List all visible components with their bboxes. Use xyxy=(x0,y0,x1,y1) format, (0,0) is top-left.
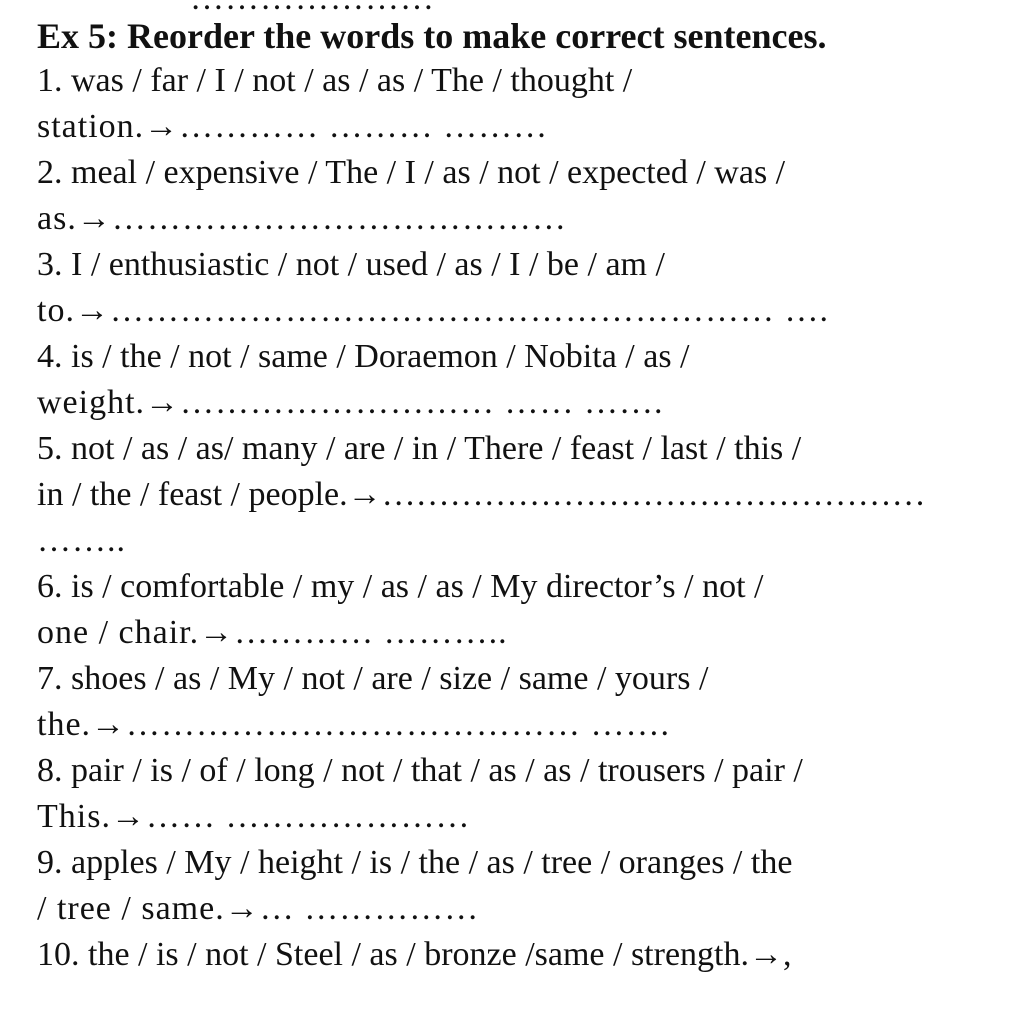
exercise-item-10 xyxy=(37,932,997,978)
exercise-9-words: 9. apples / My / height / is / the / as / tree / oranges / the xyxy=(37,844,793,881)
exercise-8-answer-line: This.→…… ………………… xyxy=(37,798,471,835)
exercise-item-5 xyxy=(37,426,997,564)
exercise-10-words: 10. the / is / not / Steel / as / bronze /same / strength.→, xyxy=(37,936,792,973)
exercise-3-answer-line: to.→………………………………………………… …. xyxy=(37,292,829,329)
exercise-8-words: 8. pair / is / of / long / not / that / as / as / trousers / pair / xyxy=(37,752,803,789)
exercise-5-words: 5. not / as / as/ many / are / in / There / feast / last / this / xyxy=(37,430,802,467)
exercise-item-7 xyxy=(37,656,997,748)
exercise-4-words: 4. is / the / not / same / Doraemon / Nobita / as / xyxy=(37,338,690,375)
exercise-5-answer-line: …….. xyxy=(37,522,126,559)
exercise-item-1 xyxy=(37,58,997,150)
exercise-title: Ex 5: Reorder the words to make correct sentences. xyxy=(37,16,827,56)
exercise-4-answer-line: weight.→……………………… …… ……. xyxy=(37,384,664,421)
exercise-1-answer-line: station.→………… ……… ……… xyxy=(37,108,549,145)
exercise-item-8 xyxy=(37,748,997,840)
exercise-1-words: 1. was / far / I / not / as / as / The / thought / xyxy=(37,62,633,99)
exercise-2-words: 2. meal / expensive / The / I / as / not / expected / was / xyxy=(37,154,786,191)
exercise-3-words: 3. I / enthusiastic / not / used / as / I / be / am / xyxy=(37,246,665,283)
exercise-6-words: 6. is / comfortable / my / as / as / My director’s / not / xyxy=(37,568,764,605)
exercise-item-2 xyxy=(37,150,997,242)
exercise-6-answer-line: one / chair.→………… ……….. xyxy=(37,614,508,651)
exercise-item-9 xyxy=(37,840,997,932)
exercise-7-answer-line: the.→………………………………… ……. xyxy=(37,706,671,743)
worksheet xyxy=(37,14,997,978)
exercise-7-words: 7. shoes / as / My / not / are / size / same / yours / xyxy=(37,660,709,697)
exercise-item-3 xyxy=(37,242,997,334)
exercise-5-words-continued: in / the / feast / people.→………………………………………… xyxy=(37,476,926,513)
exercise-2-answer-line: as.→………………………………… xyxy=(37,200,567,237)
exercise-item-4 xyxy=(37,334,997,426)
exercise-item-6 xyxy=(37,564,997,656)
exercise-9-answer-line: / tree / same.→… …………… xyxy=(37,890,480,927)
